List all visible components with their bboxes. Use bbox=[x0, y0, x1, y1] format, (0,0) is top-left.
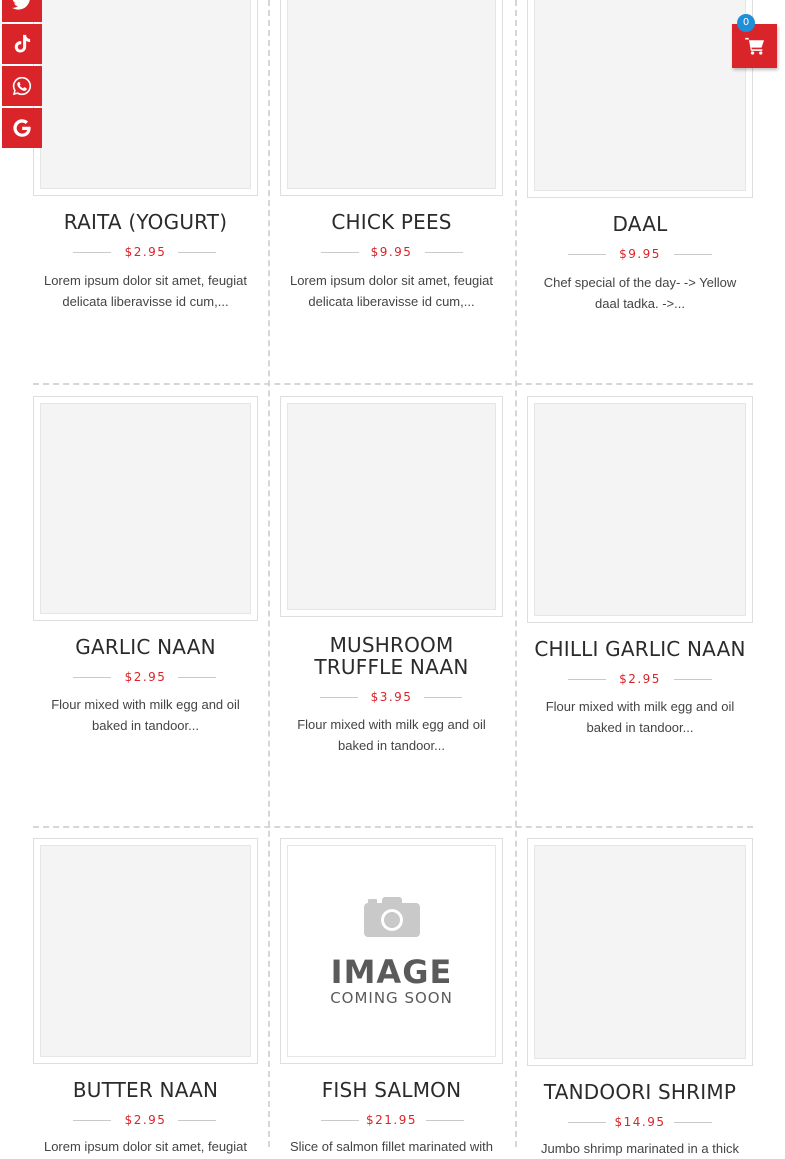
twitter-icon bbox=[11, 0, 33, 13]
product-title[interactable]: MUSHROOM TRUFFLE NAAN bbox=[314, 633, 469, 679]
product-price: $3.95 bbox=[370, 690, 413, 704]
product-description: Lorem ipsum dolor sit amet, feugiat bbox=[43, 1139, 248, 1154]
product-price: $2.95 bbox=[124, 1113, 167, 1127]
product-price: $2.95 bbox=[124, 670, 167, 684]
shopping-cart-icon bbox=[745, 37, 765, 55]
product-price: $9.95 bbox=[619, 247, 661, 261]
product-price: $9.95 bbox=[370, 245, 413, 259]
product-card bbox=[33, 396, 258, 816]
product-title[interactable]: TANDOORI SHRIMP bbox=[543, 1080, 737, 1104]
google-icon bbox=[11, 117, 33, 139]
placeholder-text: IMAGE bbox=[330, 953, 453, 991]
product-image[interactable] bbox=[280, 838, 503, 1064]
twitter-button[interactable] bbox=[2, 0, 42, 22]
product-description: Flour mixed with milk egg and oil baked in tandoor... bbox=[51, 697, 240, 733]
grid-divider-horizontal bbox=[33, 826, 753, 828]
whatsapp-button[interactable] bbox=[2, 66, 42, 106]
product-title[interactable]: CHICK PEES bbox=[331, 210, 452, 234]
product-card bbox=[527, 0, 753, 380]
product-card bbox=[527, 396, 753, 816]
image-coming-soon-placeholder bbox=[287, 845, 496, 1057]
product-title[interactable]: DAAL bbox=[612, 212, 668, 236]
product-image[interactable] bbox=[280, 0, 503, 196]
product-price: $2.95 bbox=[124, 245, 167, 259]
product-title[interactable]: BUTTER NAAN bbox=[72, 1078, 219, 1102]
product-card bbox=[33, 0, 258, 380]
camera-icon bbox=[364, 895, 420, 937]
product-description: Jumbo shrimp marinated in a thick bbox=[541, 1141, 739, 1156]
product-description: Lorem ipsum dolor sit amet, feugiat delicata liberavisse id cum,... bbox=[43, 273, 248, 309]
product-price: $21.95 bbox=[366, 1113, 417, 1127]
google-button[interactable] bbox=[2, 108, 42, 148]
product-image[interactable] bbox=[527, 838, 753, 1066]
cart-button[interactable] bbox=[732, 17, 777, 68]
product-card bbox=[280, 838, 503, 1154]
product-image[interactable] bbox=[33, 396, 258, 621]
grid-divider-vertical bbox=[268, 0, 270, 1147]
product-image[interactable] bbox=[280, 396, 503, 617]
product-image[interactable] bbox=[33, 0, 258, 196]
product-price: $14.95 bbox=[614, 1115, 666, 1129]
product-description: Slice of salmon fillet marinated with bbox=[289, 1139, 494, 1154]
product-description: Lorem ipsum dolor sit amet, feugiat delicata liberavisse id cum,... bbox=[289, 273, 494, 309]
whatsapp-icon bbox=[11, 75, 33, 97]
product-price: $2.95 bbox=[619, 672, 661, 686]
product-title[interactable]: RAITA (YOGURT) bbox=[63, 210, 228, 234]
product-image[interactable] bbox=[527, 396, 753, 623]
tiktok-icon bbox=[11, 33, 33, 55]
product-card bbox=[33, 838, 258, 1154]
product-description: Flour mixed with milk egg and oil baked in tandoor... bbox=[545, 699, 735, 735]
product-title[interactable]: FISH SALMON bbox=[321, 1078, 462, 1102]
product-description: Chef special of the day- -> Yellow daal tadka. ->... bbox=[543, 275, 737, 311]
grid-divider-horizontal bbox=[33, 383, 753, 385]
product-title[interactable]: CHILLI GARLIC NAAN bbox=[534, 637, 746, 661]
social-share-bar bbox=[2, 0, 42, 150]
product-image[interactable] bbox=[33, 838, 258, 1064]
placeholder-subtext: COMING SOON bbox=[330, 989, 453, 1007]
product-card bbox=[527, 838, 753, 1156]
product-description: Flour mixed with milk egg and oil baked in tandoor... bbox=[297, 717, 486, 753]
product-image[interactable] bbox=[527, 0, 753, 198]
tiktok-button[interactable] bbox=[2, 24, 42, 64]
product-card bbox=[280, 0, 503, 380]
cart-count-badge: 0 bbox=[737, 14, 755, 32]
product-card bbox=[280, 396, 503, 816]
grid-divider-vertical bbox=[515, 0, 517, 1147]
product-title[interactable]: GARLIC NAAN bbox=[75, 635, 216, 659]
